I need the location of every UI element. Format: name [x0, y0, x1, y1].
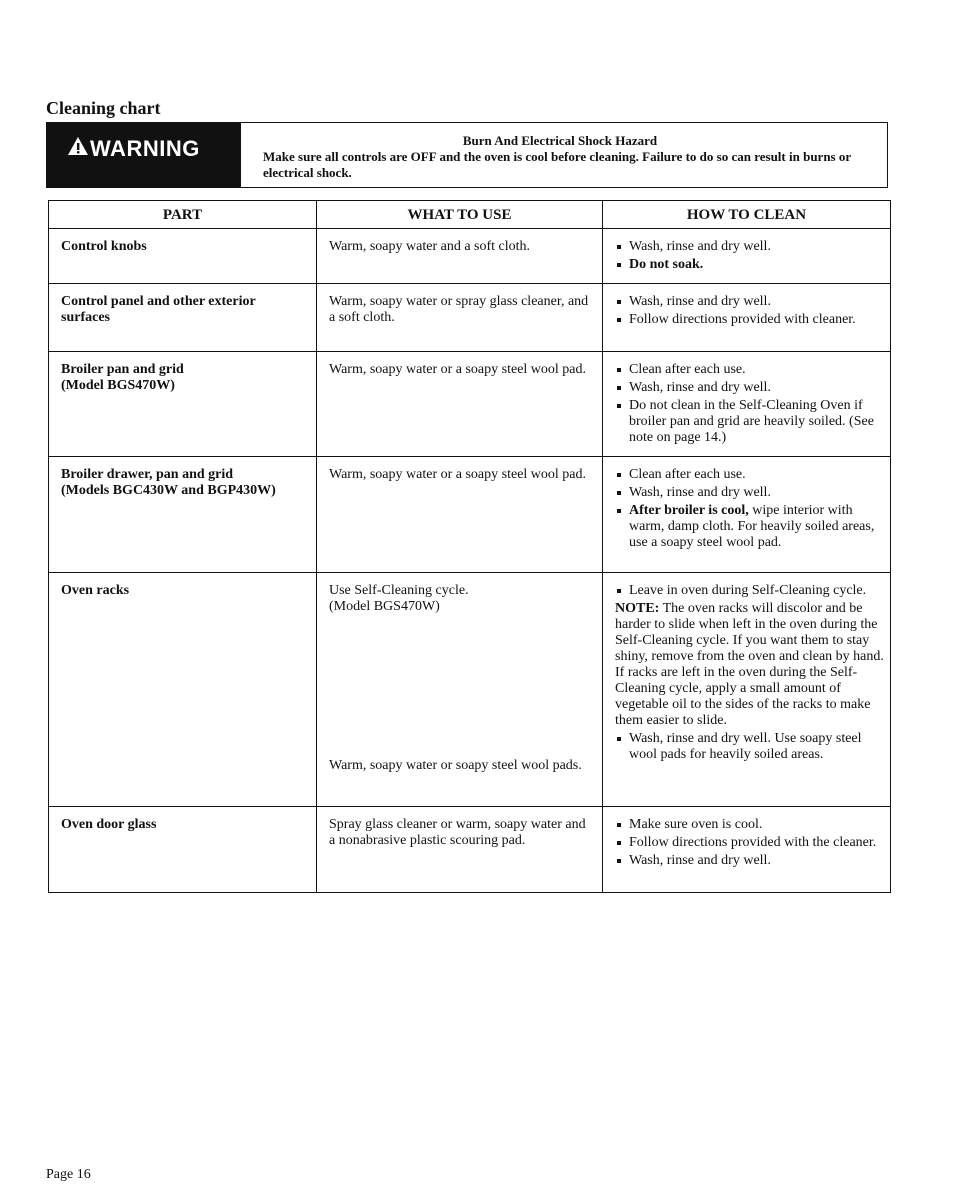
- use-method: Use Self-Cleaning cycle.: [329, 583, 469, 598]
- what-to-use-cell: Spray glass cleaner or warm, soapy water and a nonabrasive plastic scouring pad.: [317, 807, 603, 893]
- part-cell: Control panel and other exterior surfaces: [49, 284, 317, 352]
- table-row: [49, 457, 891, 573]
- warning-heading: Burn And Electrical Shock Hazard: [462, 133, 658, 148]
- part-model: (Model BGS470W): [61, 378, 175, 393]
- table-row: [49, 229, 891, 284]
- part-cell: Control knobs: [49, 229, 317, 284]
- list-item: Wash, rinse and dry well.: [615, 853, 884, 869]
- page-number: Page 16: [46, 1167, 91, 1182]
- list-item: Do not clean in the Self-Cleaning Oven if broiler pan and grid are heavily soiled. (See note on page 14.): [615, 398, 884, 446]
- what-to-use-cell: Warm, soapy water or a soapy steel wool pad.: [317, 352, 603, 457]
- warning-message: [241, 123, 887, 187]
- how-to-clean-cell: [603, 457, 891, 573]
- list-item: Clean after each use.: [615, 467, 884, 483]
- warning-label: [47, 123, 241, 187]
- list-item: Wash, rinse and dry well. Use soapy steel wool pads for heavily soiled areas.: [615, 731, 884, 763]
- table-row: [49, 807, 891, 893]
- how-to-clean-cell: [603, 573, 891, 807]
- header-part: PART: [49, 201, 317, 229]
- use-model: (Model BGS470W): [329, 599, 440, 614]
- part-model: (Models BGC430W and BGP430W): [61, 483, 276, 498]
- emphasis-text: After broiler is cool,: [629, 503, 749, 518]
- how-to-clean-cell: [603, 807, 891, 893]
- part-cell: Oven door glass: [49, 807, 317, 893]
- how-to-clean-cell: [603, 229, 891, 284]
- part-cell: [49, 457, 317, 573]
- warning-triangle-icon: [67, 136, 89, 162]
- section-title: Cleaning chart: [46, 98, 161, 118]
- table-header-row: [49, 201, 891, 229]
- what-to-use-cell: Warm, soapy water or a soapy steel wool pad.: [317, 457, 603, 573]
- note-text: The oven racks will discolor and be harder to slide when left in the oven during the Self-Cleaning cycle. If you want them to stay shiny, remove from the oven and clean by hand. If racks are left in the oven during the Self-Cleaning cycle, apply a small amount of vegetable oil to the sides of the racks to make them easier to slide.: [615, 601, 884, 728]
- header-how-to-clean: HOW TO CLEAN: [603, 201, 891, 229]
- use-method-alt: Warm, soapy water or soapy steel wool pads.: [329, 758, 582, 773]
- warning-body: Make sure all controls are OFF and the oven is cool before cleaning. Failure to do so can result in burns or electrical shock.: [263, 149, 851, 180]
- note: [615, 601, 884, 729]
- list-item: Do not soak.: [615, 257, 884, 273]
- what-to-use-cell: Warm, soapy water or spray glass cleaner, and a soft cloth.: [317, 284, 603, 352]
- what-to-use-cell: Warm, soapy water and a soft cloth.: [317, 229, 603, 284]
- list-item: Make sure oven is cool.: [615, 817, 884, 833]
- list-item: Follow directions provided with cleaner.: [615, 312, 884, 328]
- cleaning-chart-table: [48, 200, 891, 893]
- part-name: Broiler drawer, pan and grid: [61, 467, 234, 482]
- table-row: [49, 573, 891, 807]
- warning-box: [46, 122, 888, 188]
- warning-label-text: WARNING: [90, 136, 200, 161]
- list-item: Follow directions provided with the cleaner.: [615, 835, 884, 851]
- list-item: Wash, rinse and dry well.: [615, 380, 884, 396]
- list-item: [615, 503, 884, 551]
- how-to-clean-cell: [603, 352, 891, 457]
- header-what-to-use: WHAT TO USE: [317, 201, 603, 229]
- part-name: Broiler pan and grid: [61, 362, 184, 377]
- list-item-text: wipe interior with warm, damp cloth. For heavily soiled areas, use a soapy steel wool pad.: [629, 503, 875, 550]
- part-cell: Oven racks: [49, 573, 317, 807]
- list-item: Clean after each use.: [615, 362, 884, 378]
- table-row: [49, 284, 891, 352]
- list-item: Wash, rinse and dry well.: [615, 239, 884, 255]
- table-row: [49, 352, 891, 457]
- note-label: NOTE:: [615, 601, 660, 616]
- what-to-use-cell: [317, 573, 603, 807]
- list-item: Leave in oven during Self-Cleaning cycle.: [615, 583, 884, 599]
- list-item: Wash, rinse and dry well.: [615, 294, 884, 310]
- part-cell: [49, 352, 317, 457]
- list-item: Wash, rinse and dry well.: [615, 485, 884, 501]
- how-to-clean-cell: [603, 284, 891, 352]
